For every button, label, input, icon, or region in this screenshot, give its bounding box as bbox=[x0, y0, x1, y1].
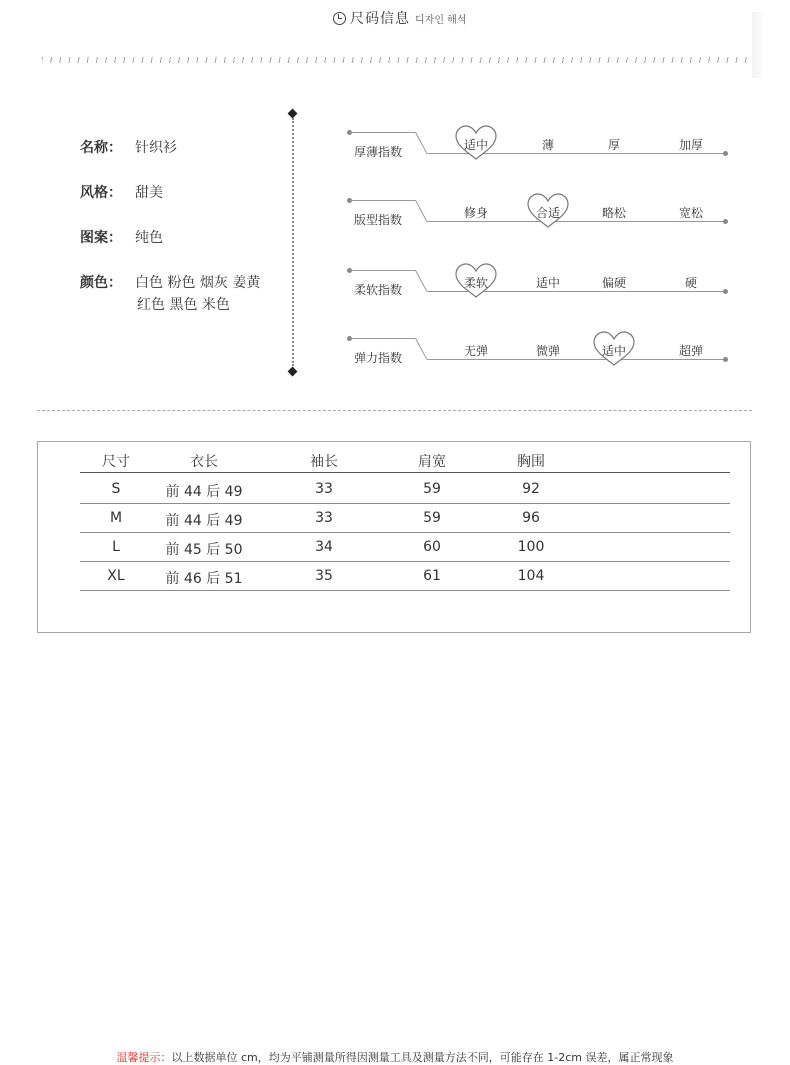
table-cell: 60 bbox=[423, 539, 441, 555]
scale-top-line bbox=[350, 200, 416, 201]
scale-1 bbox=[346, 128, 732, 168]
table-header-cell: 尺寸 bbox=[102, 454, 130, 470]
scale-top-line bbox=[350, 270, 416, 271]
table-cell: 前 45 后 50 bbox=[165, 542, 243, 558]
table-cell: 104 bbox=[517, 568, 545, 584]
pattern-label: 图案： bbox=[80, 230, 122, 246]
table-cell: 59 bbox=[423, 510, 441, 526]
scale-top-line bbox=[350, 132, 416, 133]
table-cell: 59 bbox=[423, 481, 441, 497]
scale-diagonal bbox=[415, 338, 427, 360]
scale-3 bbox=[346, 266, 732, 306]
scale-option-selected: 合适 bbox=[535, 206, 560, 220]
scale-end-dot bbox=[723, 219, 728, 224]
scale-option: 硬 bbox=[684, 276, 697, 290]
table-cell: XL bbox=[107, 568, 125, 584]
scale-option: 加厚 bbox=[678, 138, 703, 152]
scale-option-selected: 柔软 bbox=[463, 276, 488, 290]
scale-option: 厚 bbox=[607, 138, 620, 152]
table-header-cell: 胸围 bbox=[517, 454, 545, 470]
table-cell: S bbox=[111, 481, 121, 497]
section-title bbox=[333, 8, 466, 28]
table-cell: 96 bbox=[522, 510, 540, 526]
header-tick-divider bbox=[42, 57, 751, 63]
scale-diagonal bbox=[415, 200, 427, 222]
notice-text: 以上数据单位 cm，均为平铺测量所得因测量工具及测量方法不同，可能存在 1-2cm 误差，属正常现象 bbox=[171, 1051, 674, 1064]
table-cell: 61 bbox=[423, 568, 441, 584]
table-cell: 35 bbox=[315, 568, 333, 584]
table-row-divider bbox=[80, 532, 730, 533]
vertical-divider bbox=[292, 118, 294, 366]
table-cell: M bbox=[109, 510, 123, 526]
color-value-line1: 白色 粉色 烟灰 姜黄 bbox=[135, 275, 261, 291]
scale-option-selected: 适中 bbox=[463, 138, 488, 152]
table-row-divider bbox=[80, 561, 730, 562]
scale-4 bbox=[346, 334, 732, 374]
size-table bbox=[37, 441, 751, 1064]
scale-option: 宽松 bbox=[678, 206, 703, 220]
scale-name: 版型指数 bbox=[354, 213, 403, 227]
table-cell: 前 44 后 49 bbox=[165, 484, 243, 500]
table-header-cell: 肩宽 bbox=[418, 454, 446, 470]
scale-option: 超弹 bbox=[678, 344, 703, 358]
scale-top-line bbox=[350, 338, 416, 339]
table-header-cell: 袖长 bbox=[310, 454, 338, 470]
table-cell: 33 bbox=[315, 510, 333, 526]
table-cell: 100 bbox=[517, 539, 545, 555]
scale-option: 适中 bbox=[535, 276, 560, 290]
size-notice bbox=[38, 1049, 752, 1065]
scale-option: 修身 bbox=[463, 206, 488, 220]
table-cell: 前 44 后 49 bbox=[165, 513, 243, 529]
divider-top-diamond bbox=[288, 109, 298, 119]
section-subtitle: 디자인 해석 bbox=[415, 14, 467, 26]
section-title-text: 尺码信息 bbox=[350, 11, 410, 27]
table-row-divider bbox=[80, 503, 730, 504]
style-value: 甜美 bbox=[135, 185, 163, 201]
scale-2 bbox=[346, 196, 732, 236]
color-label: 颜色： bbox=[80, 275, 122, 291]
scale-bottom-line bbox=[427, 359, 724, 360]
style-label: 风格： bbox=[80, 185, 122, 201]
table-cell: 92 bbox=[522, 481, 540, 497]
divider-bottom-diamond bbox=[288, 367, 298, 377]
table-row-divider bbox=[80, 472, 730, 473]
color-value-line2: 红色 黑色 米色 bbox=[137, 297, 230, 313]
table-cell: L bbox=[112, 539, 120, 555]
scale-end-dot bbox=[723, 151, 728, 156]
table-cell: 33 bbox=[315, 481, 333, 497]
scale-name: 柔软指数 bbox=[354, 283, 403, 297]
scale-option: 微弹 bbox=[535, 344, 560, 358]
pattern-value: 纯色 bbox=[135, 230, 163, 246]
scale-option: 无弹 bbox=[463, 344, 488, 358]
scale-diagonal bbox=[415, 270, 427, 292]
scale-option-selected: 适中 bbox=[601, 344, 626, 358]
name-value: 针织衫 bbox=[135, 140, 177, 156]
scale-bottom-line bbox=[427, 221, 724, 222]
name-label: 名称： bbox=[80, 140, 122, 156]
scale-name: 弹力指数 bbox=[354, 351, 403, 365]
table-cell: 前 46 后 51 bbox=[165, 571, 243, 587]
scale-option: 薄 bbox=[541, 138, 554, 152]
scale-end-dot bbox=[723, 357, 728, 362]
scale-name: 厚薄指数 bbox=[354, 145, 403, 159]
table-cell: 34 bbox=[315, 539, 333, 555]
scale-option: 略松 bbox=[601, 206, 626, 220]
table-row-divider bbox=[80, 590, 730, 591]
scale-end-dot bbox=[723, 289, 728, 294]
notice-label: 温馨提示： bbox=[116, 1051, 172, 1064]
table-header-cell: 衣长 bbox=[190, 454, 218, 470]
clock-icon bbox=[333, 12, 346, 25]
section-separator bbox=[37, 410, 752, 411]
scale-option: 偏硬 bbox=[601, 276, 626, 290]
scale-diagonal bbox=[415, 132, 427, 154]
side-shadow bbox=[752, 12, 762, 78]
section-header bbox=[0, 0, 790, 34]
